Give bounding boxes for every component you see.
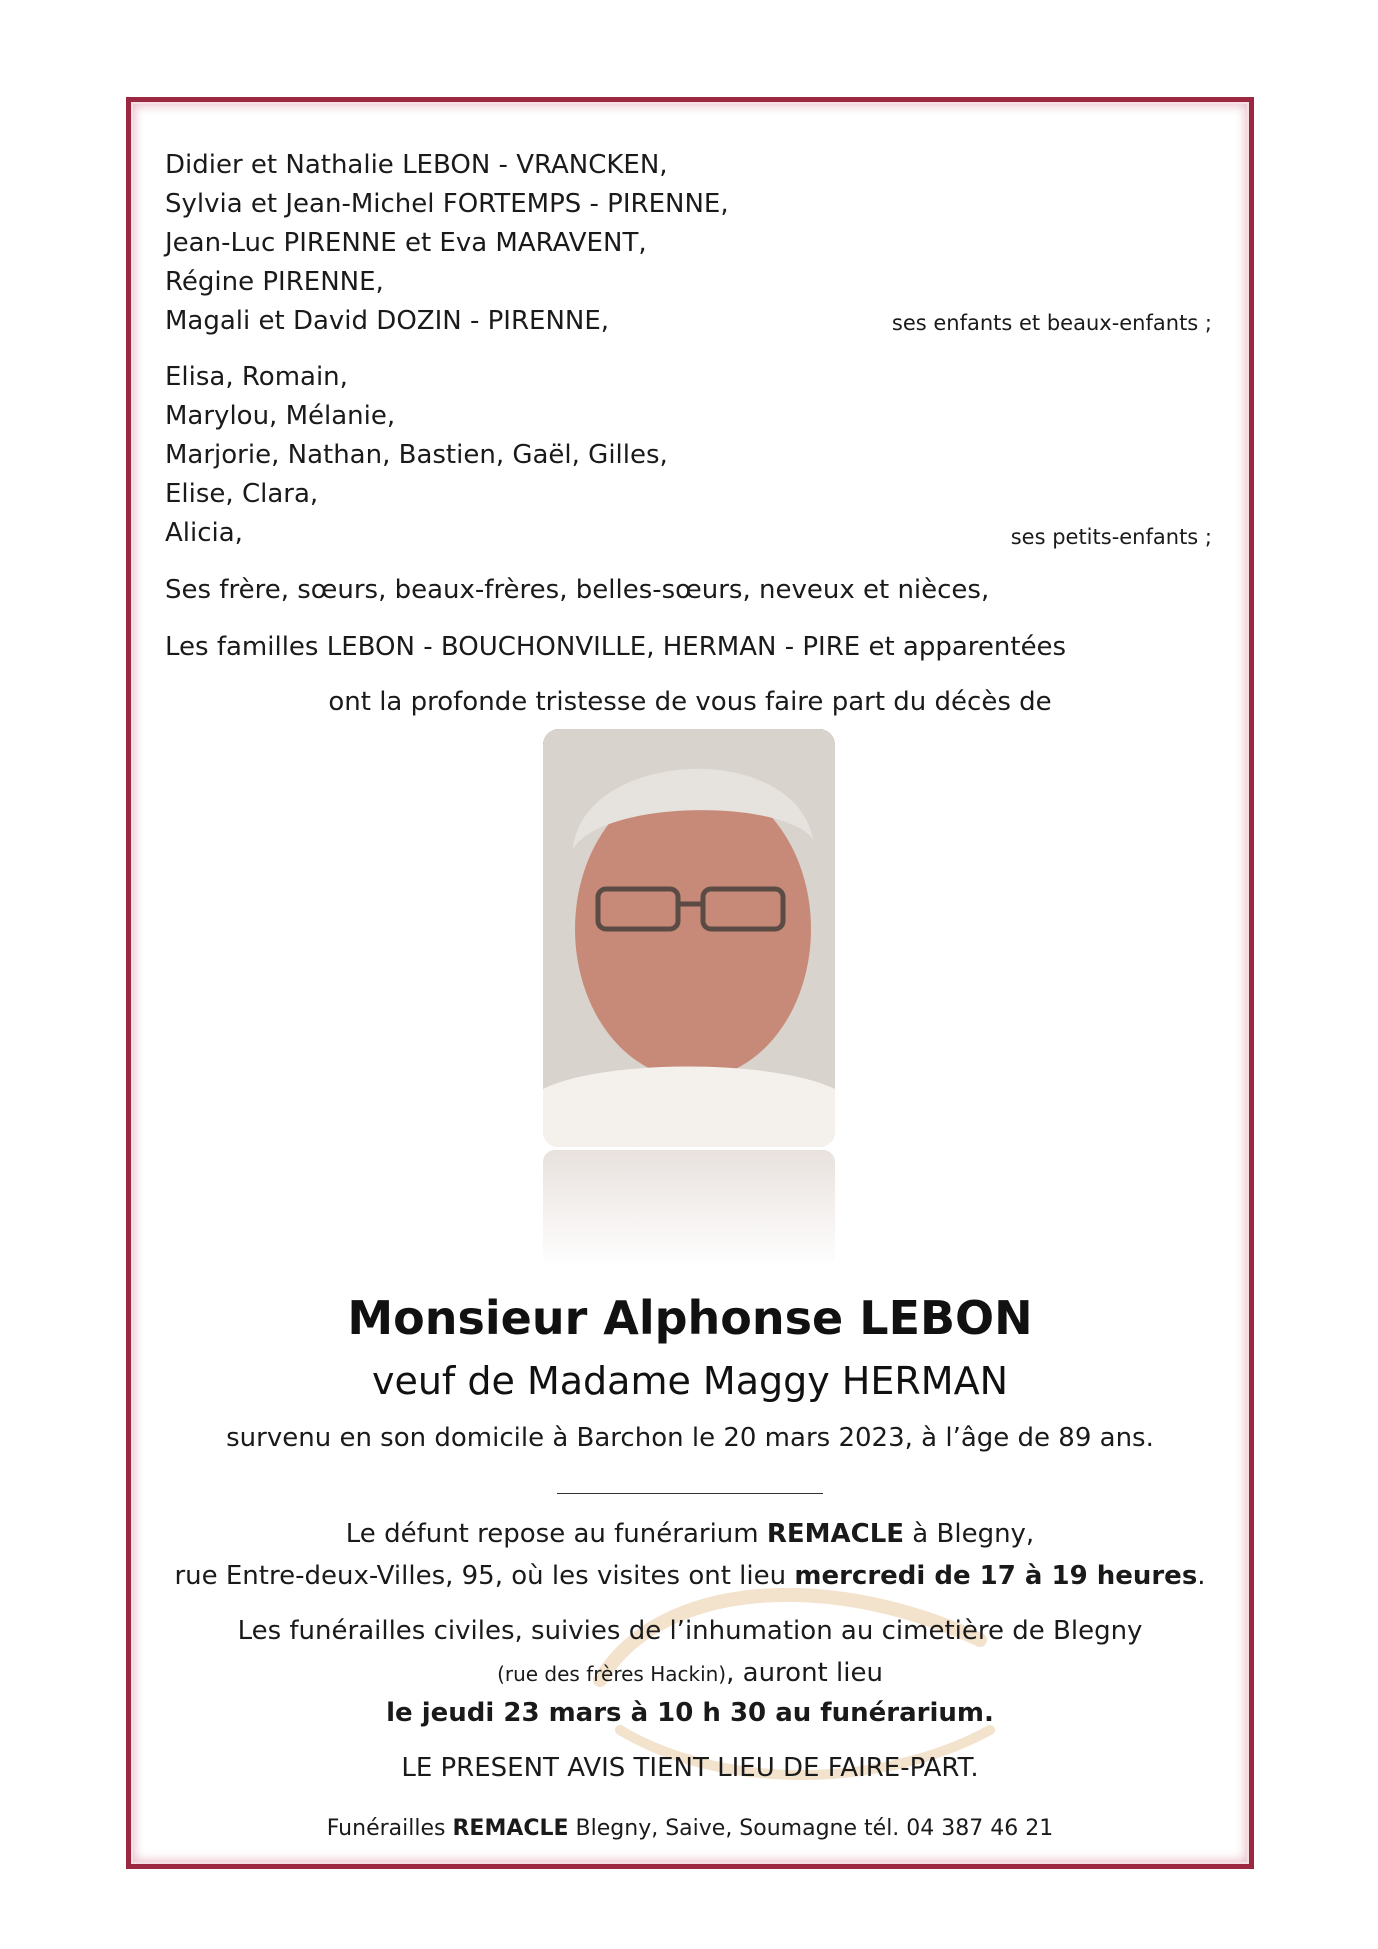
family-child-line: Jean-Luc PIRENNE et Eva MARAVENT, — [165, 228, 647, 258]
footer-company: REMACLE — [452, 1816, 569, 1841]
visitation-text: Le défunt repose au funérarium — [345, 1519, 767, 1549]
portrait-reflection — [543, 1150, 835, 1268]
footer-text: Funérailles — [326, 1816, 453, 1841]
family-child-line: Régine PIRENNE, — [165, 267, 384, 297]
children-role-label: ses enfants et beaux-enfants ; — [891, 311, 1212, 335]
visitation-time: mercredi de 17 à 19 heures — [794, 1561, 1198, 1591]
grandchild-line: Marjorie, Nathan, Bastien, Gaël, Gilles, — [165, 440, 668, 470]
deceased-name: Monsieur Alphonse LEBON — [347, 1291, 1033, 1345]
footer-text: Blegny, Saive, Soumagne tél. 04 387 46 21 — [568, 1816, 1054, 1841]
death-details: survenu en son domicile à Barchon le 20 mars 2023, à l’âge de 89 ans. — [226, 1423, 1154, 1453]
visitation-text: à Blegny, — [904, 1519, 1035, 1549]
footer — [126, 1815, 1254, 1843]
funeral-address: (rue des frères Hackin) — [497, 1662, 727, 1686]
announcement-text: ont la profonde tristesse de vous faire part du décès de — [328, 687, 1052, 717]
funeral-line-1: Les funérailles civiles, suivies de l’inhumation au cimetière de Blegny — [237, 1616, 1143, 1646]
funeral-text: , auront lieu — [726, 1658, 883, 1688]
grandchild-line: Alicia, — [165, 518, 243, 548]
portrait-photo — [543, 729, 835, 1147]
family-child-line: Sylvia et Jean-Michel FORTEMPS - PIRENNE, — [165, 189, 729, 219]
visitation-text: . — [1197, 1561, 1206, 1591]
funeral-line-2 — [126, 1657, 1254, 1690]
widower-line: veuf de Madame Maggy HERMAN — [371, 1359, 1009, 1403]
grandchild-line: Elisa, Romain, — [165, 362, 348, 392]
families-line: Les familles LEBON - BOUCHONVILLE, HERMAN - PIRE et apparentées — [165, 632, 1067, 662]
funeral-date: le jeudi 23 mars à 10 h 30 au funérarium. — [386, 1698, 994, 1728]
funeral-home-name: REMACLE — [766, 1519, 905, 1549]
section-divider — [557, 1493, 823, 1494]
visitation-line-1 — [126, 1518, 1254, 1550]
visitation-text: rue Entre-deux-Villes, 95, où les visites ont lieu — [174, 1561, 795, 1591]
grandchild-line: Marylou, Mélanie, — [165, 401, 396, 431]
portrait-illustration — [543, 729, 835, 1147]
grandchild-line: Elise, Clara, — [165, 479, 319, 509]
siblings-line: Ses frère, sœurs, beaux-frères, belles-sœurs, neveux et nièces, — [165, 575, 990, 605]
family-child-line: Didier et Nathalie LEBON - VRANCKEN, — [165, 150, 668, 180]
grandchildren-role-label: ses petits-enfants ; — [1010, 525, 1212, 549]
family-child-line: Magali et David DOZIN - PIRENNE, — [165, 306, 610, 336]
visitation-line-2 — [126, 1560, 1254, 1592]
notice-text: LE PRESENT AVIS TIENT LIEU DE FAIRE-PART. — [401, 1753, 979, 1783]
